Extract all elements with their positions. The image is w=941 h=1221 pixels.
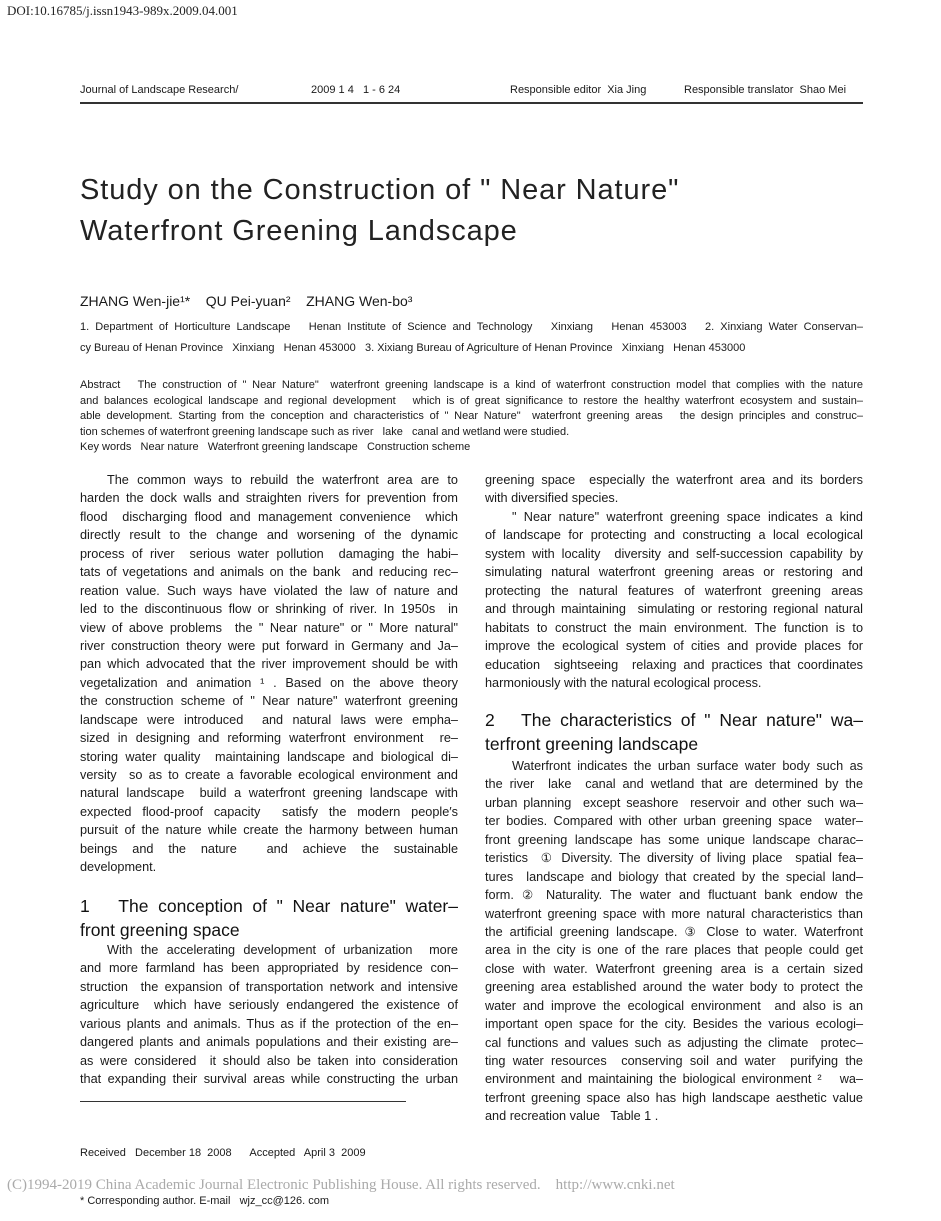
text-line: close with water. Waterfront greening area is a certain sized	[485, 961, 863, 976]
text-line: teristics ① Diversity. The diversity of living place spatial fea–	[485, 851, 863, 866]
text-line: With the accelerating development of urbanization more	[107, 943, 458, 957]
footnote-rule	[80, 1101, 406, 1102]
text-line: dangered plants and animals populations and their existing are–	[80, 1035, 458, 1050]
text-line: form. ② Naturality. The water and fluctuant bank endow the	[485, 888, 863, 903]
text-line: area in the city is one of the rare places that people could get	[485, 943, 863, 958]
section-2-heading	[485, 709, 863, 756]
text-line: sized in designing and reforming waterfront environment re–	[80, 731, 458, 746]
text-line: environment and maintaining the biological environment ² wa–	[485, 1072, 863, 1087]
text-line: education sightseeing relaxing and practices that coordinates	[485, 657, 863, 672]
text-line: greening area established around the water body to protect the	[485, 980, 863, 995]
header-translator: Responsible translator Shao Mei	[684, 84, 847, 96]
heading-line: 2 The characteristics of " Near nature" wa–	[485, 710, 863, 730]
text-line: harden the dock walls and straighten rivers for prevention from	[80, 491, 458, 506]
header-issue: 2009 1 4 1 - 6 24	[311, 84, 401, 96]
copyright-watermark: (C)1994-2019 China Academic Journal Electronic Publishing House. All rights reserved. http://www.cnki.net	[7, 1177, 675, 1193]
text-line: that expanding their survival areas while constructing the urban	[80, 1072, 458, 1087]
text-line: agriculture which have seriously endangered the existence of	[80, 998, 458, 1013]
text-line: as were considered it should also be taken into consideration	[80, 1053, 458, 1068]
text-line: system with locality diversity and self-succession capability by	[485, 546, 863, 561]
text-line: the river lake canal and wetland that are determined by the	[485, 777, 863, 792]
text-line: with diversified species.	[485, 491, 619, 506]
header-editor: Responsible editor Xia Jing	[510, 84, 647, 96]
paper-title	[80, 170, 679, 252]
text-line: river construction theory were put forward in Germany and Ja–	[80, 638, 458, 653]
text-line: ting water resources conserving soil and water purifying the	[485, 1054, 863, 1068]
text-line: " Near nature" waterfront greening space indicates a kind	[512, 510, 863, 524]
text-line: and recreation value Table 1 .	[485, 1109, 659, 1124]
text-line: pan which advocated that the river improvement should be with	[80, 657, 458, 672]
text-line: reation value. Such ways have violated the law of nature and	[80, 583, 458, 598]
text-line: vegetalization and animation ¹ . Based on the above theory	[80, 675, 458, 690]
text-line: versity so as to create a favorable ecological environment and	[80, 768, 458, 782]
text-line: landscape were introduced and natural laws were empha–	[80, 712, 458, 727]
received-date: Received December 18 2008 Accepted April 3 2009	[80, 1147, 366, 1159]
text-line: front greening landscape has some unique landscape charac–	[485, 832, 863, 847]
text-line: pursuit of the nature while create the harmony between human	[80, 823, 458, 838]
text-line: harmoniously with the natural ecological process.	[485, 675, 762, 690]
corresponding-author: * Corresponding author. E-mail wjz_cc@126. com	[80, 1195, 329, 1207]
text-line: struction the expansion of transportation network and intensive	[80, 979, 458, 994]
keywords: Key words Near nature Waterfront greening landscape Construction scheme	[80, 441, 471, 453]
text-line: various plants and animals. Thus as if the protection of the en–	[80, 1016, 458, 1031]
authors: ZHANG Wen-jie¹* QU Pei-yuan² ZHANG Wen-bo³	[80, 293, 413, 309]
right-paragraph-2	[485, 508, 863, 692]
text-line: flood discharging flood and management convenience which	[80, 509, 458, 524]
text-line: simulating natural waterfront greening areas or restoring and	[485, 565, 863, 580]
text-line: led to the discontinuous flow or shrinking of river. In 1950s in	[80, 602, 458, 617]
affiliation-line: cy Bureau of Henan Province Xinxiang Henan 453000 3. Xixiang Bureau of Agriculture of Henan Province Xinxiang Henan 453000	[80, 342, 746, 354]
abstract-line: and balances ecological landscape and regional development which is of great significance to restore the healthy waterfront ecosystem and sustain–	[80, 394, 863, 407]
text-line: expected flood-proof capacity satisfy the modern people′s	[80, 804, 458, 819]
text-line: important open space for the city. Besides the various ecologi–	[485, 1017, 863, 1032]
right-paragraph-3	[485, 757, 863, 1126]
text-line: cal functions and values such as adjusting the climate protec–	[485, 1035, 863, 1050]
header-rule	[80, 102, 863, 104]
text-line: beings and the nature and achieve the sustainable	[80, 841, 458, 856]
header-journal: Journal of Landscape Research/	[80, 84, 239, 96]
text-line: tats of vegetations and animals on the bank and reducing rec–	[80, 565, 458, 580]
abstract	[80, 378, 863, 456]
heading-line: terfront greening landscape	[485, 733, 699, 754]
abstract-line: tion schemes of waterfront greening landscape such as river lake canal and wetland were studied.	[80, 425, 570, 438]
doi: DOI:10.16785/j.issn1943-989x.2009.04.001	[7, 3, 238, 18]
text-line: view of above problems the " Near nature" or " More natural"	[80, 620, 458, 635]
heading-line: front greening space	[80, 919, 240, 940]
title-line: Waterfront Greening Landscape	[80, 215, 518, 247]
text-line: development.	[80, 860, 157, 875]
abstract-line: able development. Starting from the conception and characteristics of " Near Nature" waterfront greening areas the design principles and construc–	[80, 410, 863, 422]
section-1-heading	[80, 895, 458, 942]
text-line: natural landscape build a waterfront greening landscape with	[80, 786, 458, 801]
footnotes	[80, 1113, 366, 1221]
text-line: directly result to the change and worsening of the dynamic	[80, 528, 458, 543]
text-line: protecting the natural features of waterfront greening areas	[485, 583, 863, 598]
text-line: habitats to construct the main environment. The function is to	[485, 620, 863, 635]
text-line: waterfront greening space with more natural characteristics than	[485, 906, 863, 921]
text-line: and through maintaining simulating or restoring regional natural	[485, 602, 863, 617]
affiliation-line: 1. Department of Horticulture Landscape Henan Institute of Science and Technology Xinxiang Henan 453003 2. Xinxiang Water Conservan–	[80, 321, 863, 333]
left-paragraph-2	[80, 941, 458, 1089]
text-line: terfront greening space also has high landscape aesthetic value	[485, 1090, 863, 1105]
text-line: and more farmland has been appropriated by residence con–	[80, 961, 458, 976]
text-line: improve the ecological system of cities and provide places for	[485, 639, 863, 654]
text-line: water and improve the ecological environment and also is an	[485, 998, 863, 1013]
heading-line: 1 The conception of " Near nature" water–	[80, 896, 458, 916]
abstract-line: Abstract The construction of " Near Nature" waterfront greening landscape is a kind of waterfront construction model that complies with the nature	[80, 379, 863, 391]
text-line: storing water quality maintaining landscape and biological di–	[80, 749, 458, 764]
text-line: The common ways to rebuild the waterfront area are to	[107, 473, 458, 487]
text-line: greening space especially the waterfront area and its borders	[485, 473, 863, 487]
affiliations	[80, 317, 863, 359]
text-line: tures landscape and biology that created by the special land–	[485, 869, 863, 884]
right-paragraph-1	[485, 471, 863, 508]
text-line: urban planning except seashore reservoir and other such wa–	[485, 795, 863, 810]
text-line: Waterfront indicates the urban surface water body such as	[512, 759, 863, 773]
left-paragraph-1	[80, 471, 458, 877]
text-line: ter bodies. Compared with other urban greening space water–	[485, 814, 863, 829]
title-line: Study on the Construction of " Near Nature"	[80, 174, 680, 206]
text-line: process of river serious water pollution damaging the habi–	[80, 546, 458, 561]
text-line: the construction scheme of " Near nature" waterfront greening	[80, 694, 458, 709]
text-line: the artificial greening landscape. ③ Close to water. Waterfront	[485, 924, 863, 939]
text-line: of landscape for protecting and constructing a local ecological	[485, 528, 863, 543]
